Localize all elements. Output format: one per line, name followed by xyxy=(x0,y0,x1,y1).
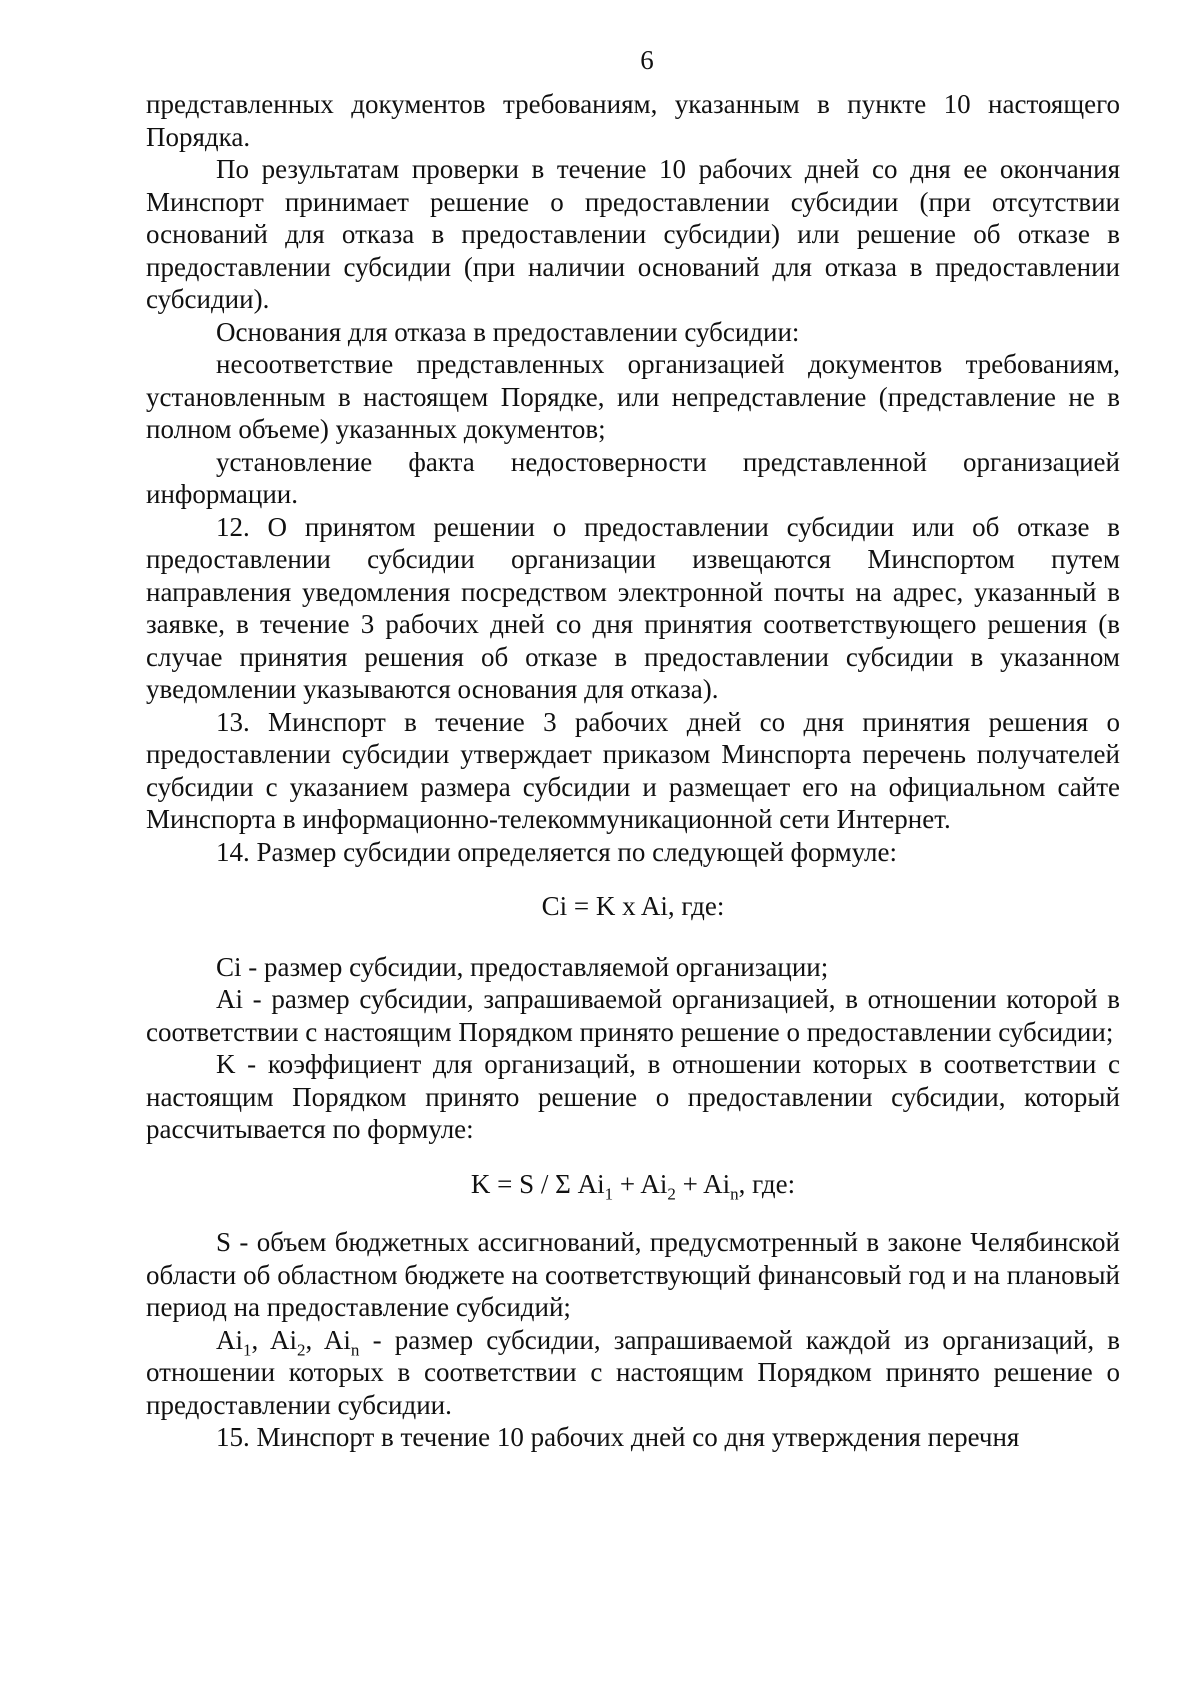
paragraph-def-k: K - коэффициент для организаций, в отношении которых в соответствии с настоящим Порядком принято решение о предоставлении субсидии, который рассчитывается по формуле: xyxy=(146,1049,1120,1144)
paragraph-item-14: 14. Размер субсидии определяется по следующей формуле: xyxy=(216,836,897,867)
paragraph-def-ai: Ai - размер субсидии, запрашиваемой организацией, в отношении которой в соответствии с настоящим Порядком принято решение о предоставлении субсидии; xyxy=(146,984,1120,1047)
formula2-sub1: 1 xyxy=(604,1183,614,1203)
page-number: 6 xyxy=(640,45,654,75)
paragraph-refusal-ground-documents: несоответствие представленных организацией документов требованиям, установленным в настоящем Порядке, или непредставление (представление не в полном объеме) указанных документов; xyxy=(146,349,1120,444)
paragraph-def-ci: Ci - размер субсидии, предоставляемой организации; xyxy=(216,951,829,982)
p13-rest: - размер субсидии, запрашиваемой каждой из организаций, в отношении которых в соответствии с настоящим Порядком принято решение о предоставлении субсидии. xyxy=(146,1324,1121,1420)
formula2-suffix: , где: xyxy=(738,1168,796,1199)
paragraph-item-15: 15. Минспорт в течение 10 рабочих дней со дня утверждения перечня xyxy=(216,1422,1020,1452)
paragraph-refusal-grounds-heading: Основания для отказа в предоставлении субсидии: xyxy=(216,316,800,347)
formula2-prefix: K = S / Σ Ai xyxy=(470,1168,605,1199)
paragraph-def-ai-list xyxy=(146,1324,1120,1422)
formula-coefficient xyxy=(146,1168,1120,1201)
p13-var-a1: Ai xyxy=(216,1324,243,1355)
p13-var-sep2: , Ai xyxy=(305,1324,351,1355)
paragraph-def-s: S - объем бюджетных ассигнований, предусмотренный в законе Челябинской области об областном бюджете на соответствующий финансовый год и на плановый период на предоставление субсидий; xyxy=(146,1227,1120,1322)
formula-subsidy-size: Ci = K x Ai, где: xyxy=(541,891,725,921)
document-page xyxy=(146,44,1120,1454)
p13-var-sep1: , Ai xyxy=(251,1324,297,1355)
formula2-sub2: 2 xyxy=(667,1183,676,1203)
p13-var-sn: n xyxy=(350,1339,360,1359)
paragraph-item-12: 12. О принятом решении о предоставлении субсидии или об отказе в предоставлении субсидии организации извещаются Минспортом путем направления уведомления посредством электронной почты на адрес, указанный в заявке, в течение 3 рабочих дней со дня принятия соответствующего решения (в случае принятия решения об отказе в предоставлении субсидии в указанном уведомлении указываются основания для отказа). xyxy=(146,511,1120,704)
formula2-plus1: + Ai xyxy=(613,1168,668,1199)
paragraph-continuation: представленных документов требованиям, указанным в пункте 10 настоящего Порядка. xyxy=(146,89,1120,152)
formula2-plus2: + Ai xyxy=(675,1168,731,1199)
formula2-subn: n xyxy=(730,1183,739,1203)
paragraph-refusal-ground-false-info: установление факта недостоверности представленной организацией информации. xyxy=(146,446,1120,509)
paragraph-review-results: По результатам проверки в течение 10 рабочих дней со дня ее окончания Минспорт принимает решение о предоставлении субсидии (при отсутствии оснований для отказа в предоставлении субсидии) или решение об отказе в предоставлении субсидии (при наличии оснований для отказа в предоставлении субсидии). xyxy=(146,154,1120,314)
p13-var-s1: 1 xyxy=(243,1339,252,1359)
p13-var-s2: 2 xyxy=(296,1339,306,1359)
paragraph-item-13: 13. Минспорт в течение 3 рабочих дней со дня принятия решения о предоставлении субсидии утверждает приказом Минспорта перечень получателей субсидии с указанием размера субсидии и размещает его на официальном сайте Минспорта в информационно-телекоммуникационной сети Интернет. xyxy=(146,706,1120,834)
